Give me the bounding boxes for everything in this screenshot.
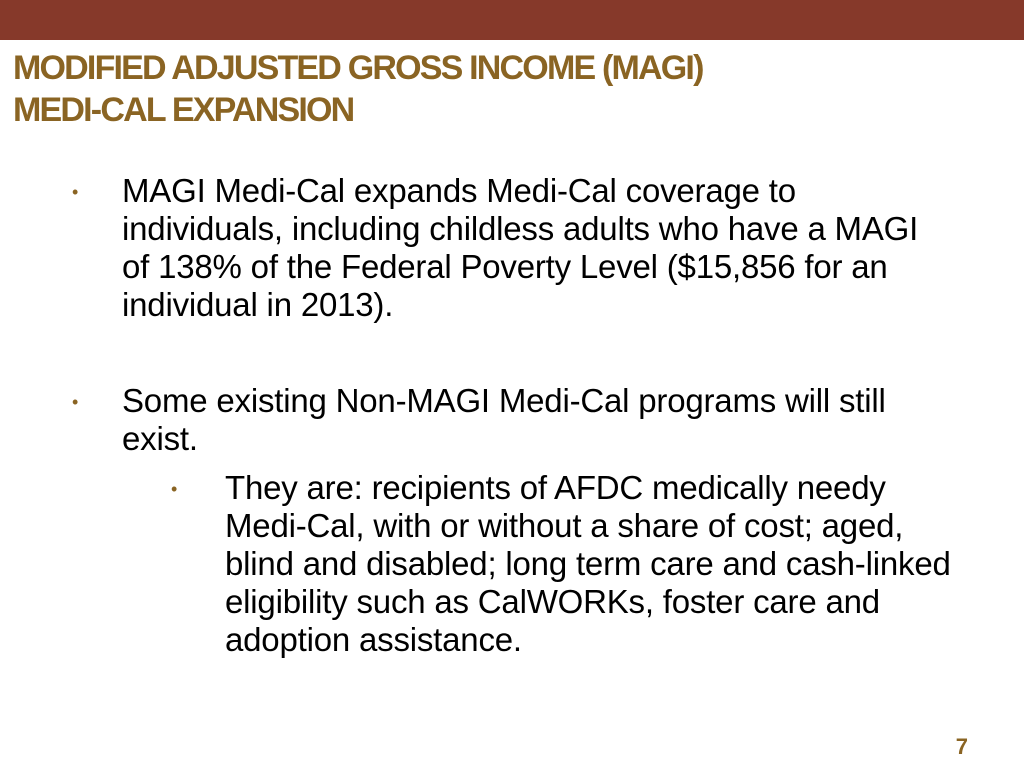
bullet-item-2 [72,382,942,458]
bullet-text-2: Some existing Non-MAGI Medi-Cal programs will still exist. [122,382,886,457]
slide-title [13,47,1003,131]
slide-title-line-2: MEDI-CAL EXPANSION [13,91,354,129]
bullet-marker-2: • [72,392,79,412]
bullet-text-1: MAGI Medi-Cal expands Medi-Cal coverage to individuals, including childless adults who have a MAGI of 138% of the Federal Poverty Level ($15,856 for an individual in 2013). [122,172,919,323]
bullet-marker-1: • [72,182,79,202]
slide-title-line-1: MODIFIED ADJUSTED GROSS INCOME (MAGI) [13,49,703,87]
top-banner-bar [0,0,1024,40]
bullet-item-1 [72,172,942,324]
sub-bullet-text-1: They are: recipients of AFDC medically needy Medi-Cal, with or without a share of cost; aged, blind and disabled; long term care and cash-linked eligibility such as CalWORKs, foster care and adoption assistance. [225,469,951,658]
sub-bullet-item-1 [171,469,955,659]
sub-bullet-marker-1: • [171,479,178,499]
page-number: 7 [955,734,968,759]
